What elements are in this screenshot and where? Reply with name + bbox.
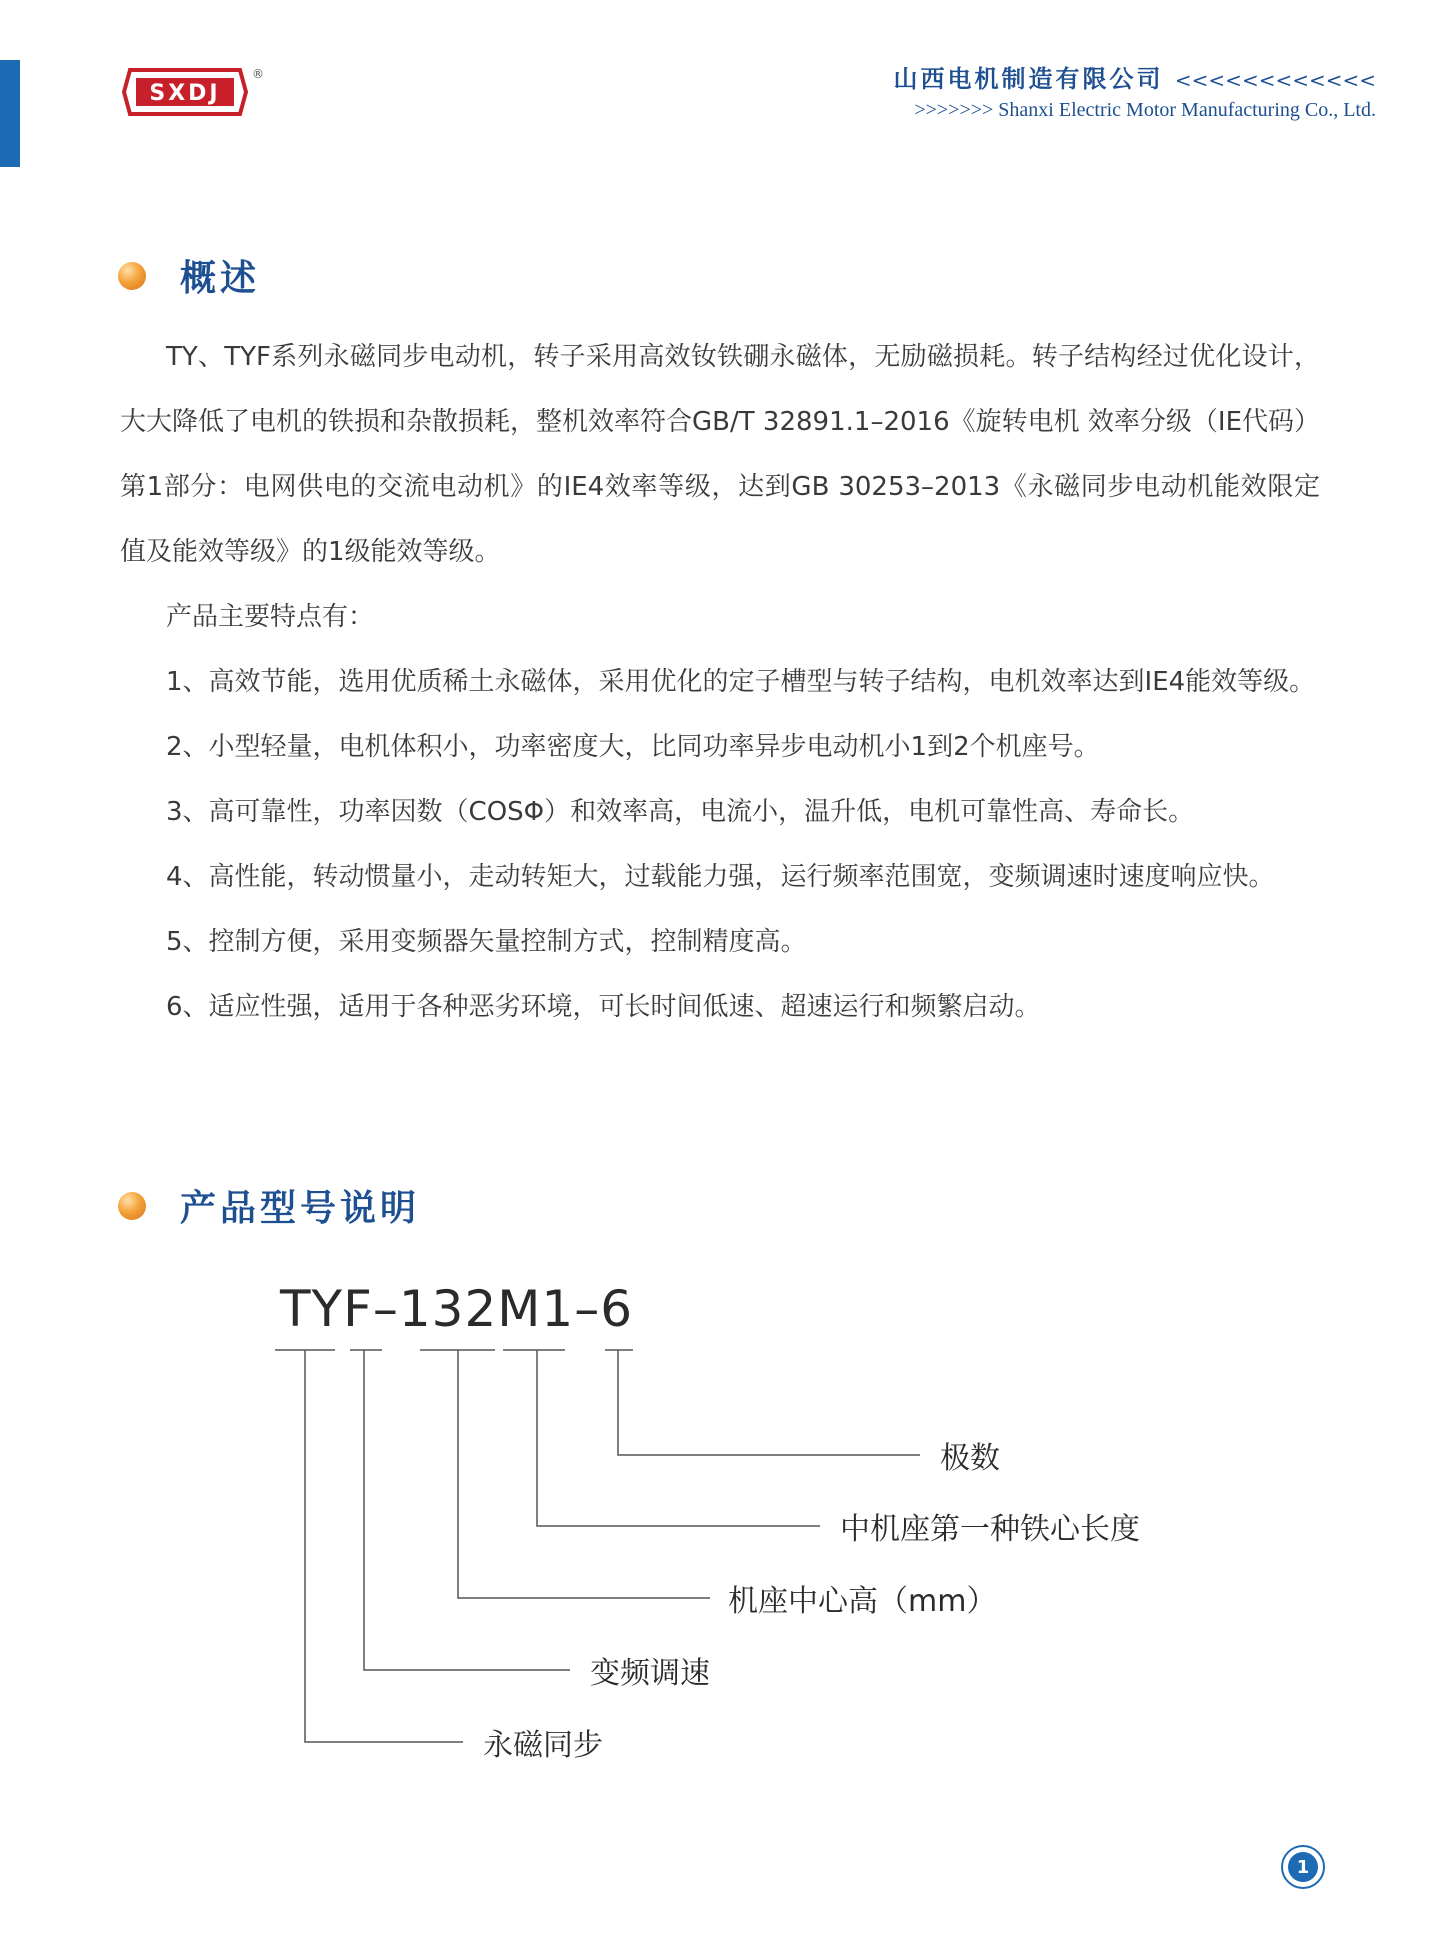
side-accent-bar [0, 60, 20, 167]
company-name-cn: 山西电机制造有限公司 [893, 64, 1164, 93]
company-en-arrows: >>>>>>> [914, 99, 994, 121]
feature-item: 2、小型轻量，电机体积小，功率密度大，比同功率异步电动机小1到2个机座号。 [166, 732, 1100, 762]
model-heading [118, 1180, 420, 1231]
feature-item: 3、高可靠性，功率因数（COSΦ）和效率高，电流小，温升低，电机可靠性高、寿命长。 [166, 797, 1195, 827]
orange-bullet-icon [118, 1192, 146, 1220]
feature-item: 1、高效节能，选用优质稀土永磁体，采用优化的定子槽型与转子结构，电机效率达到IE4能效等级。 [166, 667, 1316, 697]
overview-title: 概述 [180, 258, 261, 299]
company-name-en: Shanxi Electric Motor Manufacturing Co., Ltd. [998, 99, 1376, 121]
model-diagram [0, 1250, 1440, 1770]
overview-body [120, 325, 1320, 1040]
registered-mark: ® [252, 67, 264, 81]
label-center-height: 机座中心高（mm） [728, 1584, 997, 1619]
label-pm-sync: 永磁同步 [483, 1728, 603, 1763]
logo-text: SXDJ [149, 81, 221, 106]
orange-bullet-icon [118, 262, 146, 290]
label-vfd: 变频调速 [590, 1656, 710, 1691]
label-poles: 极数 [940, 1441, 1000, 1476]
feature-item: 6、适应性强，适用于各种恶劣环境，可长时间低速、超速运行和频繁启动。 [166, 992, 1041, 1022]
model-code: TYF–132M1–6 [280, 1280, 634, 1338]
company-logo [118, 64, 264, 119]
label-core-length: 中机座第一种铁心长度 [840, 1512, 1140, 1547]
diagram-lines [0, 1250, 1440, 1770]
feature-item: 4、高性能，转动惯量小，走动转矩大，过载能力强，运行频率范围宽，变频调速时速度响应快。 [166, 862, 1275, 892]
model-section-title: 产品型号说明 [180, 1188, 421, 1229]
page-number: 1 [1288, 1852, 1318, 1882]
company-name-block [894, 64, 1376, 123]
feature-item: 5、控制方便，采用变频器矢量控制方式，控制精度高。 [166, 927, 807, 957]
page-number-badge [1281, 1845, 1325, 1889]
company-cn-arrows: <<<<<<<<<<<< [1174, 68, 1376, 92]
overview-intro: TY、TYF系列永磁同步电动机，转子采用高效钕铁硼永磁体，无励磁损耗。转子结构经过优化设计，大大降低了电机的铁损和杂散损耗，整机效率符合GB/T 32891.1–2016《旋转电机 效率分级（IE代码）第1部分：电网供电的交流电动机》的IE4效率等级，达到GB 30253–2013《永磁同步电动机能效限定值及能效等级》的1级能效等级。 [120, 342, 1320, 567]
overview-heading [118, 250, 260, 301]
features-heading: 产品主要特点有： [166, 602, 375, 632]
